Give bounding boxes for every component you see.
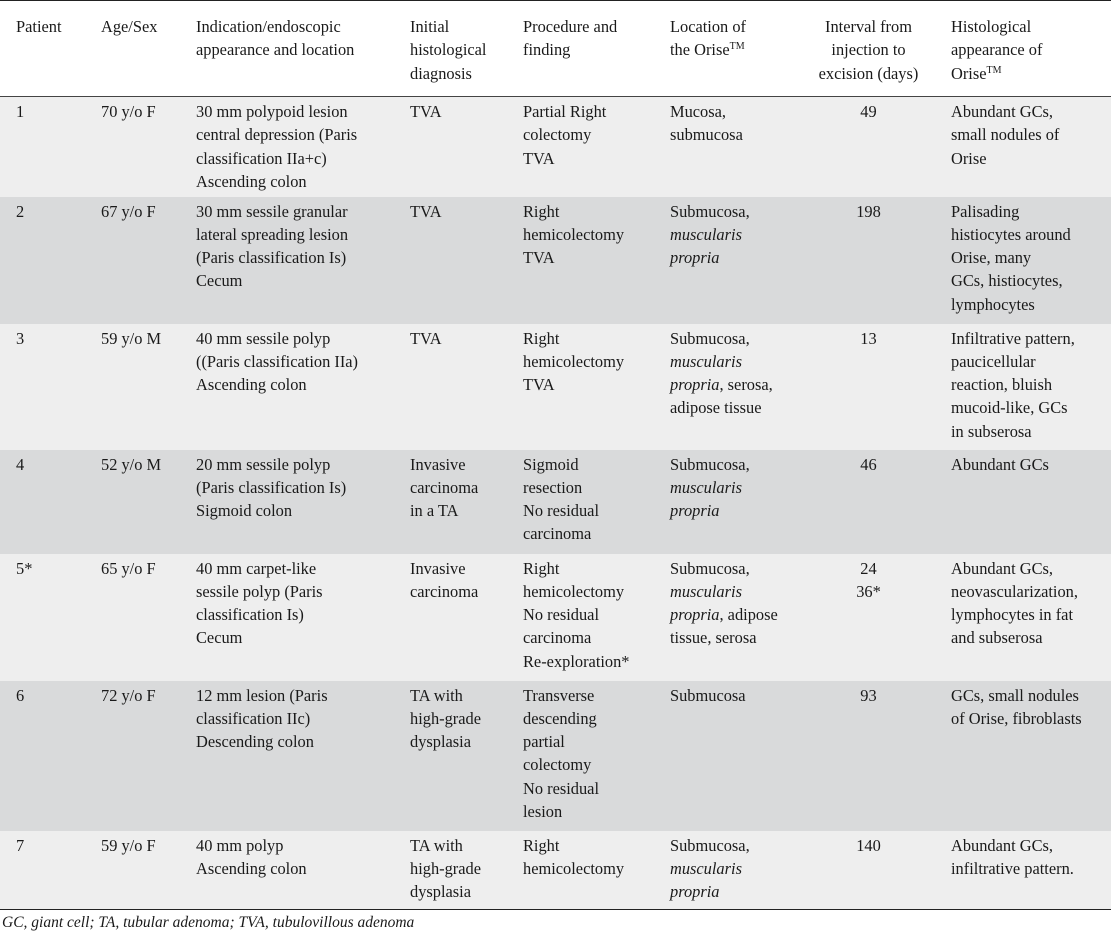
trademark-mark: TM: [729, 41, 745, 53]
cell-indication: 30 mm polypoid lesion central depression (Paris classification IIa+c) Ascending colon: [196, 102, 358, 191]
cell-initial-diagnosis: TVA: [410, 201, 442, 221]
cell-procedure: Partial Right colectomy TVA: [523, 102, 607, 168]
cell-histology: Palisading histiocytes around Orise, many GCs, histiocytes, lymphocytes: [951, 201, 1071, 314]
cell-interval: 46: [860, 454, 877, 474]
cell-initial-diagnosis: TVA: [410, 328, 442, 348]
cell-location: Submucosa, muscularis propria, adipose tissue, serosa: [670, 558, 778, 648]
cell-initial-diagnosis: TA with high-grade dysplasia: [410, 835, 481, 902]
cell-location: Submucosa: [670, 685, 746, 705]
cell-indication: 12 mm lesion (Paris classification IIc) Descending colon: [196, 685, 328, 752]
header-procedure: Procedure and finding: [523, 17, 618, 60]
cell-initial-diagnosis: TA with high-grade dysplasia: [410, 685, 481, 752]
cell-indication: 20 mm sessile polyp (Paris classification Is) Sigmoid colon: [196, 454, 347, 521]
cell-procedure: Right hemicolectomy TVA: [523, 201, 625, 268]
cell-indication: 40 mm sessile polyp ((Paris classification IIa) Ascending colon: [196, 328, 359, 395]
cell-procedure: Sigmoid resection No residual carcinoma: [523, 454, 600, 544]
cell-location: Submucosa, muscularis propria: [670, 835, 750, 902]
cell-age-sex: 67 y/o F: [101, 201, 156, 221]
table-row: [0, 554, 1111, 681]
cell-interval: 49: [860, 102, 877, 121]
table-row: [0, 197, 1111, 324]
cell-histology: Abundant GCs, small nodules of Orise: [951, 102, 1060, 168]
cell-histology: Abundant GCs, neovascularization, lymphocytes in fat and subserosa: [951, 558, 1078, 648]
header-location: Location of the Orise™: [670, 17, 747, 60]
cell-interval: 24 36*: [856, 558, 881, 601]
cell-interval: 13: [860, 328, 877, 348]
table-row: [0, 831, 1111, 910]
cell-interval: 93: [860, 685, 877, 705]
header-age-sex: Age/Sex: [101, 17, 158, 36]
cell-patient: 6: [16, 685, 25, 705]
cell-histology: Abundant GCs, infiltrative pattern.: [951, 835, 1074, 878]
cell-location: Submucosa, muscularis propria, serosa, adipose tissue: [670, 328, 773, 418]
cell-histology: Abundant GCs: [951, 454, 1049, 474]
cell-patient: 2: [16, 201, 25, 221]
cell-initial-diagnosis: TVA: [410, 102, 442, 121]
header-row: [0, 1, 1111, 97]
trademark-mark: TM: [986, 64, 1002, 76]
cell-patient: 7: [16, 835, 25, 855]
cell-procedure: Transverse descending partial colectomy No residual lesion: [523, 685, 600, 821]
table-row: [0, 97, 1111, 197]
cell-age-sex: 52 y/o M: [101, 454, 162, 474]
cell-location: Submucosa, muscularis propria: [670, 201, 750, 268]
cell-patient: 3: [16, 328, 25, 348]
header-histology: Histological appearance of Orise™: [951, 17, 1043, 83]
table-row: [0, 324, 1111, 450]
table-body: [0, 97, 1111, 910]
table-footnote: GC, giant cell; TA, tubular adenoma; TVA, tubulovillous adenoma: [2, 914, 415, 931]
cell-procedure: Right hemicolectomy No residual carcinoma Re-exploration*: [523, 558, 630, 671]
cell-age-sex: 72 y/o F: [101, 685, 156, 705]
header-initial-diagnosis: Initial histological diagnosis: [410, 17, 487, 83]
cell-histology: Infiltrative pattern, paucicellular reaction, bluish mucoid-like, GCs in subserosa: [951, 328, 1075, 441]
cell-patient: 5*: [16, 558, 33, 578]
cell-histology: GCs, small nodules of Orise, fibroblasts: [951, 685, 1082, 728]
cell-location: Mucosa, submucosa: [670, 102, 743, 145]
cell-age-sex: 59 y/o F: [101, 835, 156, 855]
header-patient: Patient: [16, 17, 62, 36]
table-row: [0, 681, 1111, 831]
cell-interval: 198: [856, 201, 881, 221]
cell-indication: 30 mm sessile granular lateral spreading lesion (Paris classification Is) Cecum: [196, 201, 349, 291]
cell-age-sex: 65 y/o F: [101, 558, 156, 578]
cell-procedure: Right hemicolectomy TVA: [523, 328, 625, 395]
cell-initial-diagnosis: Invasive carcinoma: [410, 558, 479, 601]
cell-age-sex: 59 y/o M: [101, 328, 162, 348]
table-row: [0, 450, 1111, 554]
cell-initial-diagnosis: Invasive carcinoma in a TA: [410, 454, 479, 521]
cell-patient: 1: [16, 102, 25, 121]
cell-age-sex: 70 y/o F: [101, 102, 156, 121]
cell-procedure: Right hemicolectomy: [523, 835, 625, 878]
cell-indication: 40 mm polyp Ascending colon: [196, 835, 307, 878]
header-indication: Indication/endoscopic appearance and location: [196, 17, 355, 60]
cell-location: Submucosa, muscularis propria: [670, 454, 750, 521]
cell-patient: 4: [16, 454, 25, 474]
header-interval: Interval from injection to excision (days): [818, 17, 919, 83]
cell-interval: 140: [856, 835, 881, 855]
cell-indication: 40 mm carpet-like sessile polyp (Paris classification Is) Cecum: [196, 558, 323, 648]
